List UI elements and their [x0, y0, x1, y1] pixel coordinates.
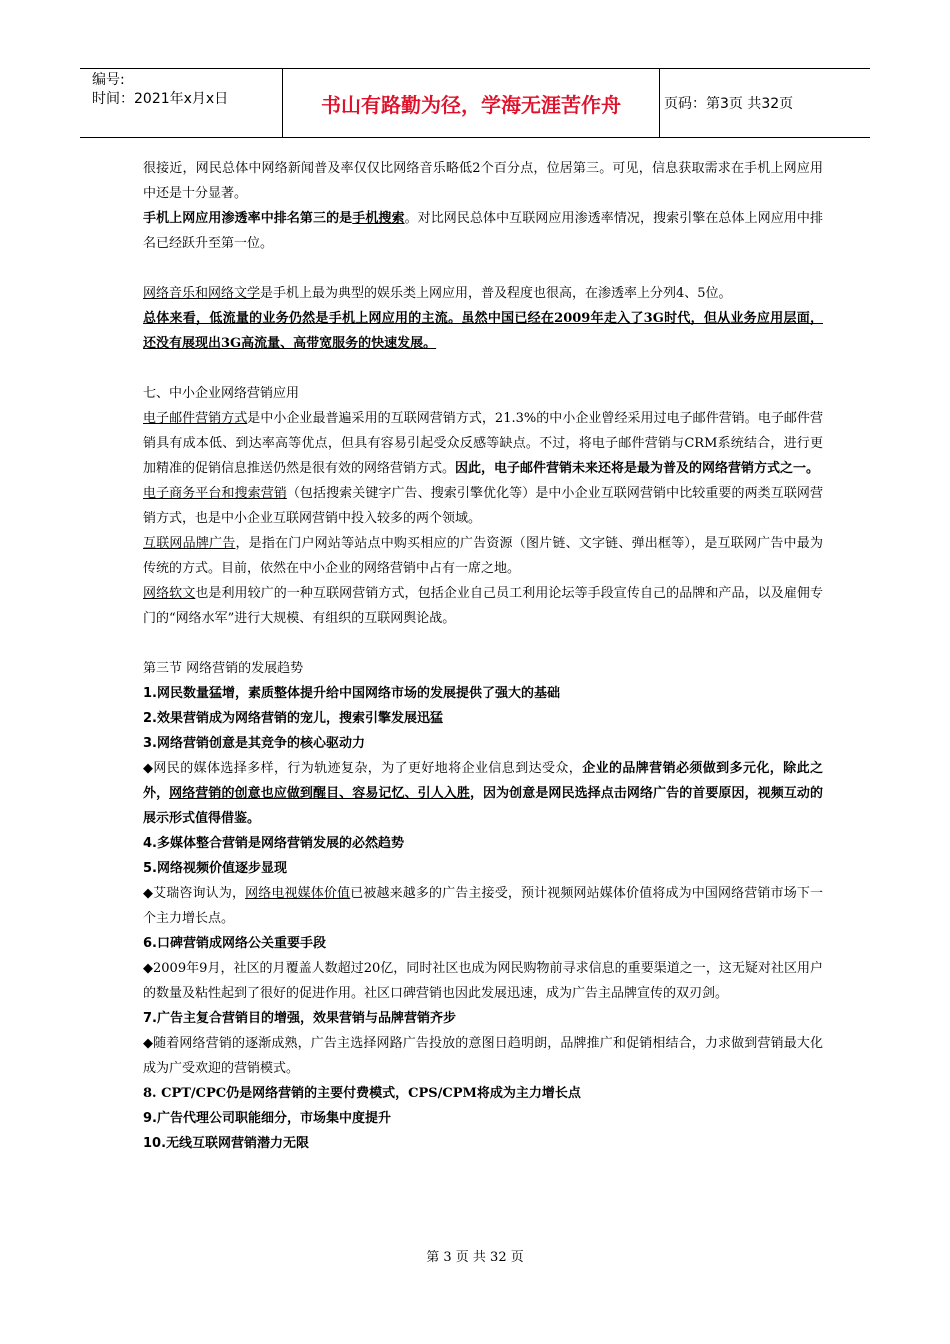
paragraph	[143, 406, 823, 481]
underlined-term: 网络营销的创意也应做到醒目、容易记忆、引人入胜	[169, 786, 470, 801]
trend-item: 4.多媒体整合营销是网络营销发展的必然趋势	[143, 836, 404, 851]
bold-text: 手机上网应用渗透率中排名第三的是	[143, 211, 353, 226]
underlined-term: 网络音乐和网络文学	[143, 286, 261, 301]
paragraph	[143, 881, 823, 931]
spacer	[143, 631, 823, 656]
trend-item: 2.效果营销成为网络营销的宠儿，搜索引擎发展迅猛	[143, 711, 443, 726]
paragraph	[143, 531, 823, 581]
underlined-term: 互联网品牌广告	[143, 536, 236, 551]
body-text: ，是指在门户网站等站点中购买相应的广告资源（图片链、文字链、弹出框等），是互联网广告中最为传统的方式。目前，依然在中小企业的网络营销中占有一席之地。	[143, 536, 823, 576]
bold-text: ，因为创意是网民选择点击网络广告的首要原因，视频互动的展示形式值得借鉴。	[143, 786, 823, 826]
page-footer: 第 3 页 共 32 页	[426, 1250, 524, 1265]
body-text: ◆网民的媒体选择多样，行为轨迹复杂，为了更好地将企业信息到达受众，	[143, 761, 583, 776]
paragraph: ◆2009年9月，社区的月覆盖人数超过20亿，同时社区也成为网民购物前寻求信息的重要渠道之一，这无疑对社区用户的数量及粘性起到了很好的促进作用。社区口碑营销也因此发展迅速，成为广告主品牌宣传的双刃剑。	[143, 961, 823, 1001]
underlined-term: 网络电视媒体价值	[245, 886, 351, 901]
paragraph	[143, 481, 823, 531]
trend-item: 5.网络视频价值逐步显现	[143, 861, 287, 876]
underlined-term: 电子商务平台和搜索营销	[143, 486, 287, 501]
body-text: 已被越来越多的广告主接受，预计视频网站媒体价值将成为中国网络营销市场下一个主力增长点。	[143, 886, 823, 926]
spacer	[143, 356, 823, 381]
paragraph: 很接近，网民总体中网络新闻普及率仅仅比网络音乐略低2个百分点，位居第三。可见，信息获取需求在手机上网应用中还是十分显著。	[143, 161, 823, 201]
section-heading: 第三节 网络营销的发展趋势	[143, 661, 304, 676]
spacer	[143, 256, 823, 281]
bold-underlined-paragraph: 总体来看，低流量的业务仍然是手机上网应用的主流。虽然中国已经在2009年走入了3G时代，但从业务应用层面，还没有展现出3G高流量、高带宽服务的快速发展。	[143, 311, 823, 351]
body-text: ◆艾瑞咨询认为，	[143, 886, 246, 901]
paragraph	[143, 581, 823, 631]
header-number: 编号:	[92, 72, 125, 88]
trend-item: 1.网民数量猛增，素质整体提升给中国网络市场的发展提供了强大的基础	[143, 686, 560, 701]
underlined-term: 手机搜索	[352, 211, 405, 226]
page-header	[80, 68, 870, 138]
body-text: 是手机上最为典型的娱乐类上网应用，普及程度也很高，在渗透率上分列4、5位。	[260, 286, 732, 301]
paragraph	[143, 206, 823, 256]
trend-item: 7.广告主复合营销目的增强，效果营销与品牌营销齐步	[143, 1011, 456, 1026]
trend-item: 8. CPT/CPC仍是网络营销的主要付费模式，CPS/CPM将成为主力增长点	[143, 1086, 581, 1101]
paragraph	[143, 756, 823, 831]
body-text: （包括搜索关键字广告、搜索引擎优化等）是中小企业互联网营销中比较重要的两类互联网营销方式，也是中小企业互联网营销中投入较多的两个领域。	[143, 486, 823, 526]
trend-item: 6.口碑营销成网络公关重要手段	[143, 936, 326, 951]
body-text: 是中小企业最普遍采用的互联网营销方式，21.3%的中小企业曾经采用过电子邮件营销。电子邮件营销具有成本低、到达率高等优点，但具有容易引起受众反感等缺点。不过，将电子邮件营销与CRM系统结合，进行更加精准的促销信息推送仍然是很有效的网络营销方式。	[143, 411, 823, 476]
bold-text: 企业的品牌营销必须做到多元化，除此之外，	[143, 761, 823, 801]
trend-item: 3.网络营销创意是其竞争的核心驱动力	[143, 736, 365, 751]
bold-text: 因此，电子邮件营销未来还将是最为普及的网络营销方式之一。	[455, 461, 820, 476]
trend-item: 9.广告代理公司职能细分，市场集中度提升	[143, 1111, 391, 1126]
header-meta	[80, 69, 280, 139]
paragraph	[143, 281, 823, 306]
document-body	[143, 156, 823, 1156]
trend-item: 10.无线互联网营销潜力无限	[143, 1136, 310, 1151]
header-time: 时间：2021年x月x日	[92, 91, 229, 107]
body-text: 也是利用较广的一种互联网营销方式，包括企业自己员工利用论坛等手段宣传自己的品牌和产品，以及雇佣专门的“网络水军”进行大规模、有组织的互联网舆论战。	[143, 586, 823, 626]
underlined-term: 电子邮件营销方式	[143, 411, 248, 426]
body-text: 。对比网民总体中互联网应用渗透率情况，搜索引擎在总体上网应用中排名已经跃升至第一位。	[143, 211, 823, 251]
header-motto: 书山有路勤为径，学海无涯苦作舟	[282, 69, 660, 137]
underlined-term: 网络软文	[143, 586, 196, 601]
paragraph: ◆随着网络营销的逐渐成熟，广告主选择网路广告投放的意图日趋明朗，品牌推广和促销相结合，力求做到营销最大化成为广受欢迎的营销模式。	[143, 1036, 823, 1076]
header-page-info: 页码：第3页 共32页	[664, 96, 794, 112]
section-heading: 七、中小企业网络营销应用	[143, 386, 300, 401]
